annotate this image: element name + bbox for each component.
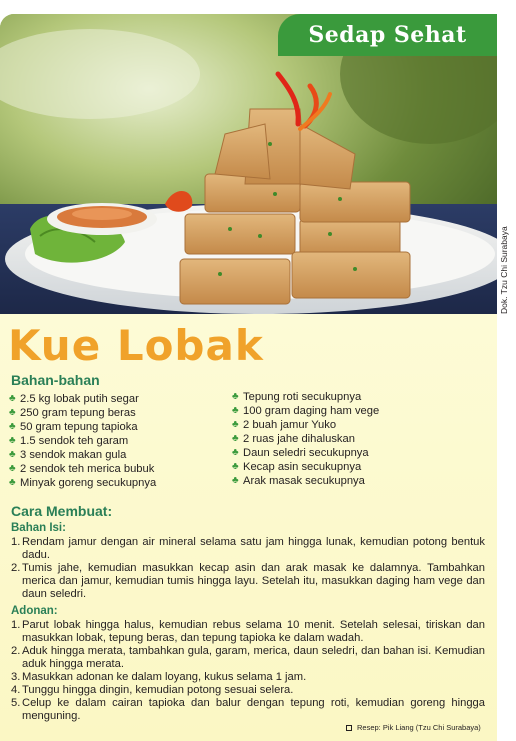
- ingredient-item: ♣ 2.5 kg lobak putih segar: [9, 393, 139, 405]
- clover-bullet-icon: ♣: [232, 405, 239, 416]
- clover-bullet-icon: ♣: [9, 393, 16, 404]
- method-heading: Cara Membuat:: [11, 503, 113, 519]
- clover-bullet-icon: ♣: [9, 449, 16, 460]
- clover-bullet-icon: ♣: [232, 419, 239, 430]
- section-badge: [278, 14, 497, 56]
- ingredient-item: ♣ Arak masak secukupnya: [232, 475, 365, 487]
- ingredient-item: ♣ 2 buah jamur Yuko: [232, 419, 337, 431]
- food-photo: [0, 14, 497, 314]
- dough-steps: [11, 619, 485, 723]
- clover-bullet-icon: ♣: [9, 463, 16, 474]
- clover-bullet-icon: ♣: [9, 407, 16, 418]
- step-item: 5. Celup ke dalam cairan tapioka dan balur dengan tepung roti, kemudian goreng hingga menguning.: [11, 697, 485, 722]
- ingredients-heading: Bahan-bahan: [11, 372, 100, 388]
- step-item: 2. Tumis jahe, kemudian masukkan kecap asin dan arak masak ke dalamnya. Tambahkan merica dan jamur, kemudian tumis hingga layu. Setelah itu, masukkan daging ham vege dan daun seledri.: [11, 562, 485, 600]
- fried-radish-cake-photo: [0, 14, 497, 314]
- ingredient-item: ♣ Daun seledri secukupnya: [232, 447, 369, 459]
- clover-bullet-icon: ♣: [232, 391, 239, 402]
- clover-bullet-icon: ♣: [232, 461, 239, 472]
- clover-bullet-icon: ♣: [9, 477, 16, 488]
- badge-text: Sedap Sehat: [308, 22, 467, 48]
- photo-credit: [497, 14, 516, 314]
- clover-bullet-icon: ♣: [232, 447, 239, 458]
- recipe-title: Kue Lobak: [8, 321, 264, 370]
- step-item: 2. Aduk hingga merata, tambahkan gula, garam, merica, daun seledri, dan bahan isi. Kemudian aduk hingga merata.: [11, 645, 485, 670]
- step-item: 4. Tunggu hingga dingin, kemudian potong sesuai selera.: [11, 684, 294, 696]
- filling-steps: [11, 536, 485, 601]
- ingredient-item: ♣ 2 ruas jahe dihaluskan: [232, 433, 355, 445]
- step-item: 1. Parut lobak hingga halus, kemudian rebus selama 10 menit. Setelah selesai, tiriskan dan masukkan lobak, tepung beras, dan tepung tapioka ke dalam wadah.: [11, 619, 485, 644]
- dough-heading: Adonan:: [11, 605, 58, 617]
- ingredient-item: ♣ 1.5 sendok teh garam: [9, 435, 129, 447]
- filling-heading: Bahan Isi:: [11, 522, 66, 534]
- ingredient-item: ♣ Kecap asin secukupnya: [232, 461, 362, 473]
- photo-credit-text: Dok. Tzu Chi Surabaya: [499, 226, 509, 314]
- clover-bullet-icon: ♣: [9, 421, 16, 432]
- recipe-source: [346, 723, 481, 732]
- source-text: Resep: Pik Liang (Tzu Chi Surabaya): [357, 723, 481, 732]
- clover-bullet-icon: ♣: [232, 433, 239, 444]
- ingredients-list-1: [9, 392, 156, 490]
- ingredient-item: ♣ Tepung roti secukupnya: [232, 391, 362, 403]
- ingredient-item: ♣ 100 gram daging ham vege: [232, 405, 380, 417]
- ingredient-item: ♣ Minyak goreng secukupnya: [9, 477, 157, 489]
- ingredient-item: ♣ 250 gram tepung beras: [9, 407, 136, 419]
- checkbox-icon: [346, 725, 352, 731]
- ingredient-item: ♣ 3 sendok makan gula: [9, 449, 127, 461]
- clover-bullet-icon: ♣: [232, 475, 239, 486]
- ingredient-item: ♣ 50 gram tepung tapioka: [9, 421, 138, 433]
- clover-bullet-icon: ♣: [9, 435, 16, 446]
- ingredients-list-2: [232, 390, 379, 488]
- ingredient-item: ♣ 2 sendok teh merica bubuk: [9, 463, 155, 475]
- step-item: 1. Rendam jamur dengan air mineral selama satu jam hingga lunak, kemudian potong bentuk dadu.: [11, 536, 485, 561]
- step-item: 3. Masukkan adonan ke dalam loyang, kukus selama 1 jam.: [11, 671, 307, 683]
